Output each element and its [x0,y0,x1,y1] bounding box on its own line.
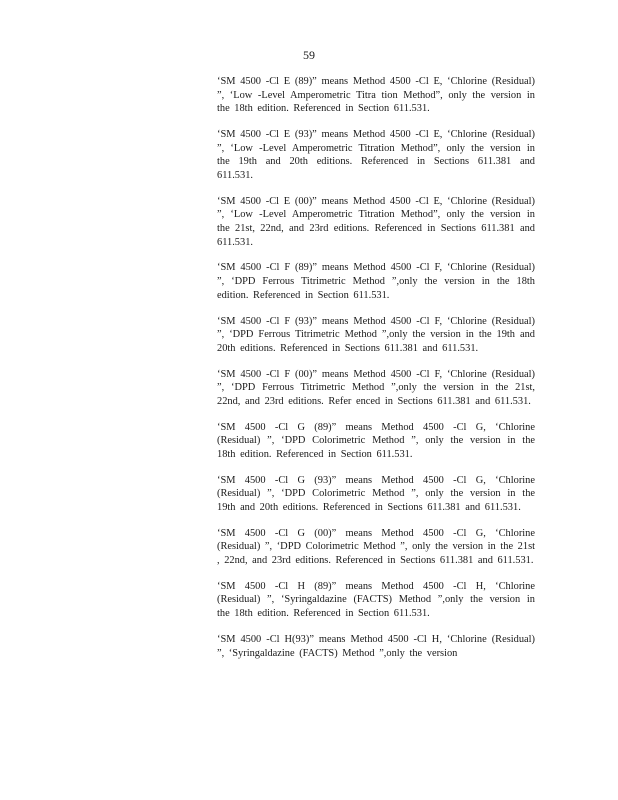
definition-paragraph: ‘SM 4500 -Cl G (93)” means Method 4500 -Cl G, ‘Chlorine (Residual) ”, ‘DPD Colorimetric Method ”, only the version in the 19th and 20th editions. Referenced in Sections 611.381 and 611.531. [217,474,535,513]
definitions-list [217,75,535,672]
definition-paragraph: ‘SM 4500 -Cl F (89)” means Method 4500 -Cl F, ‘Chlorine (Residual) ”, ‘DPD Ferrous Titrimetric Method ”,only the version in the 18th edition. Referenced in Section 611.531. [217,262,535,301]
definition-paragraph: ‘SM 4500 -Cl G (00)” means Method 4500 -Cl G, ‘Chlorine (Residual) ”, ‘DPD Colorimetric Method ”, only the version in the 21st , 22nd, and 23rd editions. Referenced in Sections 611.381 and 611.531. [217,527,535,566]
definition-paragraph: ‘SM 4500 -Cl E (89)” means Method 4500 -Cl E, ‘Chlorine (Residual) ”, ‘Low -Level Amperometric Titra tion Method”, only the version in the 18th edition. Referenced in Section 611.531. [217,76,535,115]
definition-paragraph: ‘SM 4500 -Cl H (89)” means Method 4500 -Cl H, ‘Chlorine (Residual) ”, ‘Syringaldazine (FACTS) Method ”,only the version in the 18th edition. Referenced in Section 611.531. [217,580,535,620]
definition-paragraph: ‘SM 4500 -Cl G (89)” means Method 4500 -Cl G, ‘Chlorine (Residual) ”, ‘DPD Colorimetric Method ”, only the version in the 18th edition. Referenced in Section 611.531. [217,421,535,460]
definition-paragraph: ‘SM 4500 -Cl E (00)” means Method 4500 -Cl E, ‘Chlorine (Residual) ”, ‘Low -Level Amperometric Titration Method”, only the version in the 21st, 22nd, and 23rd editions. Referenced in Sections 611.381 and 611.531. [217,195,535,248]
definition-paragraph: ‘SM 4500 -Cl H(93)” means Method 4500 -Cl H, ‘Chlorine (Residual) ”, ‘Syringaldazine (FACTS) Method ”,only the version [217,633,535,659]
page-number [0,48,618,63]
definition-paragraph: ‘SM 4500 -Cl F (93)” means Method 4500 -Cl F, ‘Chlorine (Residual) ”, ‘DPD Ferrous Titrimetric Method ”,only the version in the 19th and 20th editions. Referenced in Sections 611.381 and 611.531. [217,315,535,354]
page-number-text: 59 [303,48,315,62]
definition-paragraph: ‘SM 4500 -Cl E (93)” means Method 4500 -Cl E, ‘Chlorine (Residual) ”, ‘Low -Level Amperometric Titration Method”, only the version in the 19th and 20th editions. Referenced in Sections 611.381 and 611.531. [217,129,535,181]
definition-paragraph: ‘SM 4500 -Cl F (00)” means Method 4500 -Cl F, ‘Chlorine (Residual) ”, ‘DPD Ferrous Titrimetric Method ”,only the version in the 21st, 22nd, and 23rd editions. Refer enced in Sections 611.381 and 611.531. [217,368,535,407]
